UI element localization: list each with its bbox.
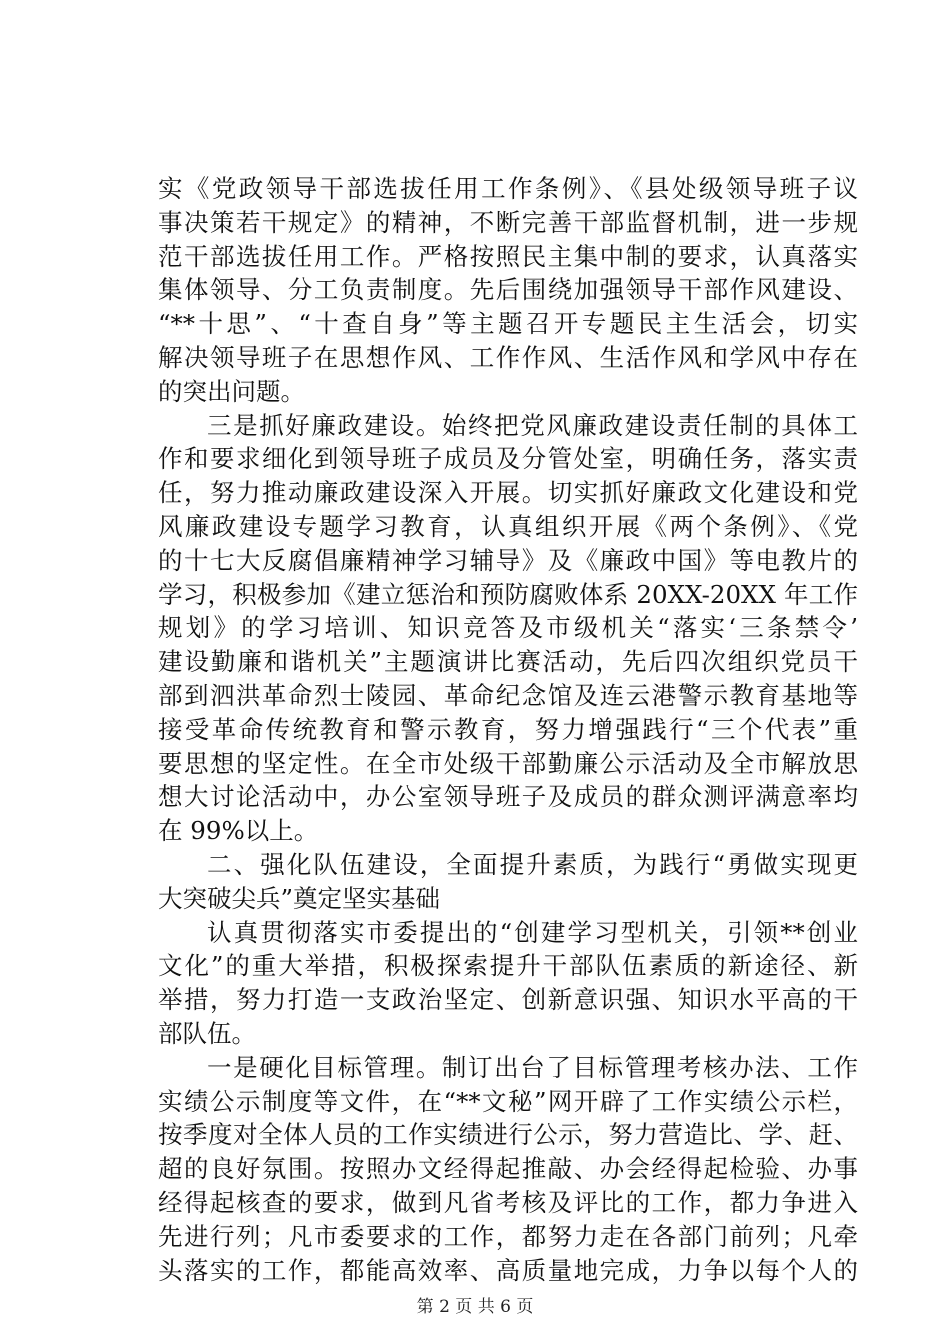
text-line: 文化”的重大举措，积极探索提升干部队伍素质的新途径、新 — [158, 951, 858, 981]
paragraph-start-line: 一是硬化目标管理。制订出台了目标管理考核办法、工作 — [207, 1052, 858, 1082]
text-line: 实《党政领导干部选拔任用工作条例》、《县处级领导班子议 — [158, 174, 858, 203]
text-line: 学习，积极参加《建立惩治和预防腐败体系 20XX-20XX 年工作 — [158, 579, 858, 609]
text-line: 作和要求细化到领导班子成员及分管处室，明确任务，落实责 — [158, 444, 858, 474]
page-number-footer: 第 2 页 共 6 页 — [416, 1297, 534, 1317]
paragraph-start-line: 三是抓好廉政建设。始终把党风廉政建设责任制的具体工 — [207, 410, 858, 440]
text-line: 集体领导、分工负责制度。先后围绕加强领导干部作风建设、 — [158, 275, 858, 305]
text-line: 经得起核查的要求，做到凡省考核及评比的工作，都力争进入 — [158, 1187, 858, 1217]
text-line: 实绩公示制度等文件，在“**文秘”网开辟了工作实绩公示栏， — [158, 1086, 858, 1116]
text-line: 范干部选拔任用工作。严格按照民主集中制的要求，认真落实 — [158, 241, 858, 271]
paragraph-start-line: 认真贯彻落实市委提出的“创建学习型机关，引领**创业 — [207, 917, 858, 947]
text-line: 按季度对全体人员的工作实绩进行公示，努力营造比、学、赶、 — [158, 1120, 858, 1150]
section-heading-line: 二、强化队伍建设，全面提升素质，为践行“勇做实现更 — [207, 849, 858, 879]
text-line: 部到泗洪革命烈士陵园、革命纪念馆及连云港警示教育基地等 — [158, 680, 858, 710]
text-line: 解决领导班子在思想作风、工作作风、生活作风和学风中存在 — [158, 342, 858, 372]
text-line: 超的良好氛围。按照办文经得起推敲、办会经得起检验、办事 — [158, 1154, 858, 1184]
section-heading-line: 大突破尖兵”奠定坚实基础 — [158, 883, 441, 913]
text-line: 要思想的坚定性。在全市处级干部勤廉公示活动及全市解放思 — [158, 748, 858, 778]
text-line: 头落实的工作，都能高效率、高质量地完成，力争以每个人的 — [158, 1255, 858, 1285]
text-line: 的十七大反腐倡廉精神学习辅导》及《廉政中国》等电教片的 — [158, 545, 858, 575]
text-line: “**十思”、“十查自身”等主题召开专题民主生活会，切实 — [158, 309, 858, 339]
text-line: 在 99%以上。 — [158, 816, 319, 846]
text-line: 建设勤廉和谐机关”主题演讲比赛活动，先后四次组织党员干 — [158, 647, 858, 677]
text-line: 任，努力推动廉政建设深入开展。切实抓好廉政文化建设和党 — [158, 478, 858, 508]
text-line: 风廉政建设专题学习教育，认真组织开展《两个条例》、《党 — [158, 511, 858, 541]
text-line: 想大讨论活动中，办公室领导班子及成员的群众测评满意率均 — [158, 782, 858, 812]
text-line: 规划》的学习培训、知识竞答及市级机关“落实‘三条禁令’ — [158, 613, 858, 643]
body-text — [158, 172, 858, 1287]
text-line: 接受革命传统教育和警示教育，努力增强践行“三个代表”重 — [158, 714, 858, 744]
text-line: 部队伍。 — [158, 1018, 256, 1048]
text-line: 举措，努力打造一支政治坚定、创新意识强、知识水平高的干 — [158, 985, 858, 1015]
text-line: 的突出问题。 — [158, 376, 305, 406]
text-line: 事决策若干规定》的精神，不断完善干部监督机制，进一步规 — [158, 207, 858, 237]
text-line: 先进行列；凡市委要求的工作，都努力走在各部门前列；凡牵 — [158, 1221, 858, 1251]
